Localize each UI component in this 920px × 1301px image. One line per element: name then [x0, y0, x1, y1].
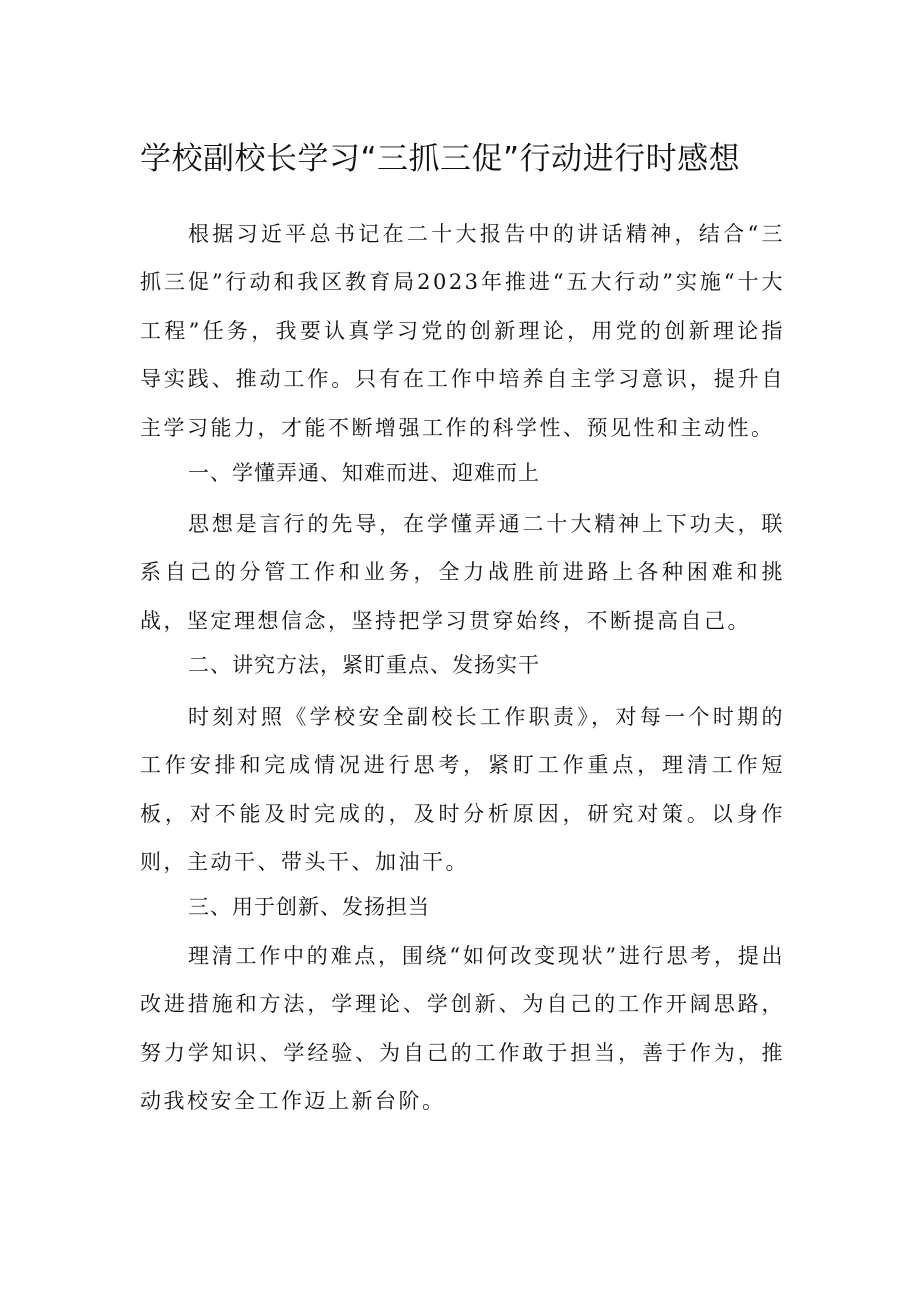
section-heading-2: 二、讲究方法，紧盯重点、发扬实干	[188, 653, 540, 677]
section-heading-1: 一、学懂弄通、知难而进、迎难而上	[188, 461, 540, 485]
intro-paragraph: 根据习近平总书记在二十大报告中的讲话精神，结合“三抓三促”行动和我区教育局2023年推进“五大行动”实施“十大工程”任务，我要认真学习党的创新理论，用党的创新理论指导实践、推动工作。只有在工作中培养自主学习意识，提升自主学习能力，才能不断增强工作的科学性、预见性和主动性。	[140, 222, 785, 440]
section-2-paragraph: 时刻对照《学校安全副校长工作职责》，对每一个时期的工作安排和完成情况进行思考，紧盯工作重点，理清工作短板，对不能及时完成的，及时分析原因，研究对策。以身作则，主动干、带头干、加油干。	[140, 705, 785, 875]
section-1-paragraph: 思想是言行的先导，在学懂弄通二十大精神上下功夫，联系自己的分管工作和业务，全力战胜前进路上各种困难和挑战，坚定理想信念，坚持把学习贯穿始终，不断提高自己。	[140, 512, 785, 633]
section-heading-3: 三、用于创新、发扬担当	[188, 895, 430, 919]
section-3-paragraph: 理清工作中的难点，围绕“如何改变现状”进行思考，提出改进措施和方法，学理论、学创新、为自己的工作开阔思路，努力学知识、学经验、为自己的工作敢于担当，善于作为，推动我校安全工作迈上新台阶。	[140, 944, 785, 1114]
document-title: 学校副校长学习“三抓三促”行动进行时感想	[140, 141, 741, 177]
